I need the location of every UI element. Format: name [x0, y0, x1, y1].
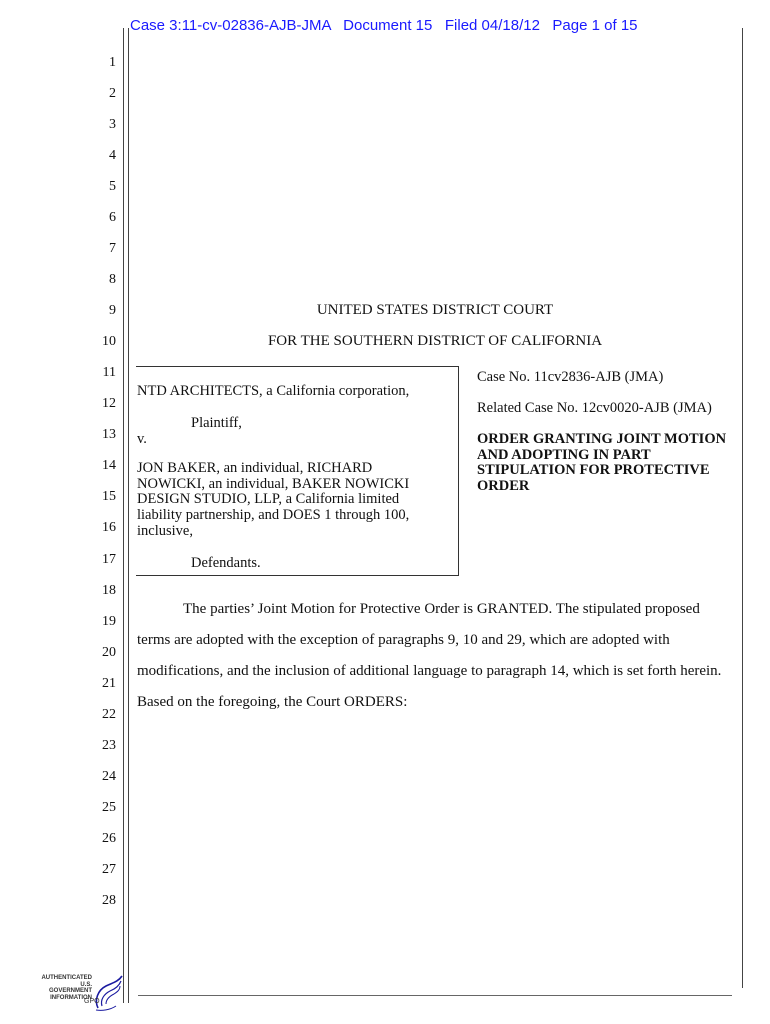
line-number: 16 — [102, 520, 116, 535]
line-number: 14 — [102, 458, 116, 473]
line-number: 10 — [102, 334, 116, 349]
line-number: 1 — [109, 55, 116, 70]
line-number: 19 — [102, 614, 116, 629]
line-number: 7 — [109, 241, 116, 256]
related-case-number: Related Case No. 12cv0020-AJB (JMA) — [477, 400, 712, 416]
gpo-authentication-logo — [40, 972, 130, 1012]
gpo-authentication-text: AUTHENTICATED U.S. GOVERNMENT INFORMATION — [41, 975, 92, 1001]
line-number: 22 — [102, 707, 116, 722]
line-number: 18 — [102, 583, 116, 598]
line-number: 3 — [109, 117, 116, 132]
line-number: 28 — [102, 893, 116, 908]
line-number: 20 — [102, 645, 116, 660]
line-number: 5 — [109, 179, 116, 194]
right-margin-rule — [742, 28, 743, 988]
gpo-label: GPO — [84, 998, 100, 1005]
case-number: Case No. 11cv2836-AJB (JMA) — [477, 369, 664, 385]
order-title: ORDER GRANTING JOINT MOTION AND ADOPTING IN PART STIPULATION FOR PROTECTIVE ORDER — [477, 431, 727, 494]
body-line: Based on the foregoing, the Court ORDERS: — [137, 694, 408, 710]
line-number: 13 — [102, 427, 116, 442]
line-number: 9 — [109, 303, 116, 318]
line-number: 12 — [102, 396, 116, 411]
line-number: 4 — [109, 148, 116, 163]
court-name: UNITED STATES DISTRICT COURT — [316, 302, 554, 318]
defendants-line: liability partnership, and DOES 1 through 100, — [137, 507, 410, 523]
line-number: 26 — [102, 831, 116, 846]
court-district: FOR THE SOUTHERN DISTRICT OF CALIFORNIA — [267, 333, 603, 349]
ecf-header: Case 3:11-cv-02836-AJB-JMA Document 15 Filed 04/18/12 Page 1 of 15 — [130, 17, 638, 34]
line-number: 24 — [102, 769, 116, 784]
body-line: terms are adopted with the exception of paragraphs 9, 10 and 29, which are adopted with — [137, 632, 670, 648]
body-line: The parties’ Joint Motion for Protective Order is GRANTED. The stipulated proposed — [183, 601, 700, 617]
left-margin-rule — [123, 28, 129, 1003]
defendants-line: inclusive, — [137, 523, 193, 539]
versus-label: v. — [137, 431, 147, 447]
line-number: 25 — [102, 800, 116, 815]
line-number: 17 — [102, 552, 116, 567]
line-number: 2 — [109, 86, 116, 101]
defendants-line: JON BAKER, an individual, RICHARD — [137, 460, 373, 476]
plaintiff-name: NTD ARCHITECTS, a California corporation, — [137, 383, 410, 399]
line-number: 8 — [109, 272, 116, 287]
line-number: 15 — [102, 489, 116, 504]
body-line: modifications, and the inclusion of additional language to paragraph 14, which is set forth herein. — [137, 663, 722, 679]
eagle-seal-icon — [92, 972, 126, 1012]
line-number: 27 — [102, 862, 116, 877]
defendants-line: NOWICKI, an individual, BAKER NOWICKI — [137, 476, 410, 492]
defendants-line: DESIGN STUDIO, LLP, a California limited — [137, 491, 400, 507]
plaintiff-role: Plaintiff, — [191, 415, 242, 431]
defendant-role: Defendants. — [191, 555, 261, 571]
line-number: 21 — [102, 676, 116, 691]
footer-rule — [138, 995, 732, 996]
line-number: 6 — [109, 210, 116, 225]
line-number: 23 — [102, 738, 116, 753]
line-number: 11 — [102, 365, 116, 380]
